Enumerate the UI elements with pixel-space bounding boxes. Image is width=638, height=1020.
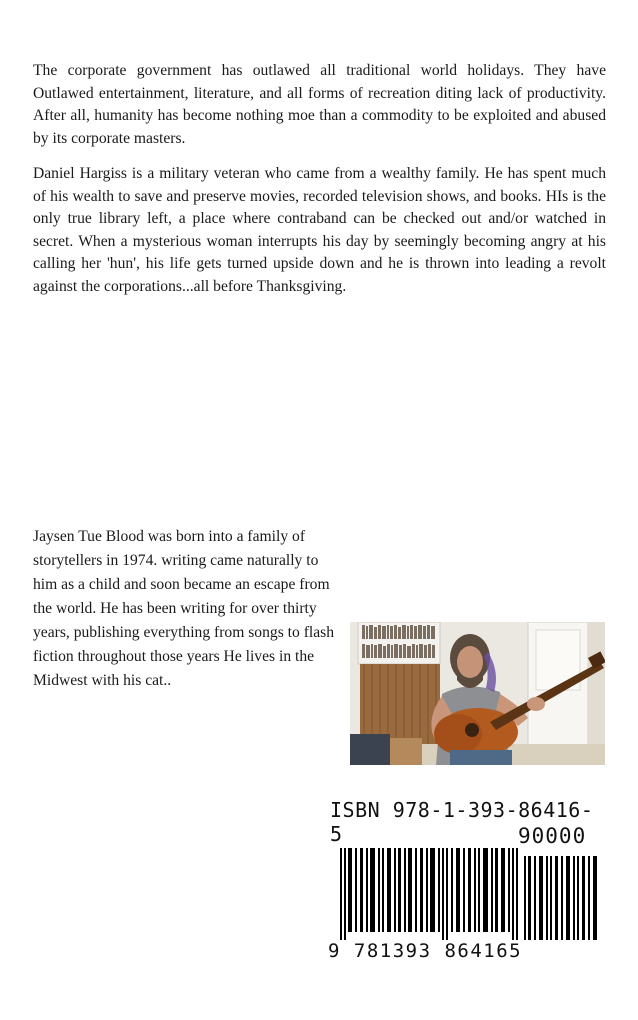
blurb-paragraph-2: Daniel Hargiss is a military veteran who came from a wealthy family. He has spent much of his wealth to save and preserve movies, recorded television shows, and books. HIs is the only true library left, a place where contraband can be checked out and/or watched in secret. When a mysterious woman interrupts his day by seemingly becoming angry at his calling her 'hun', his life gets turned upside down and he is thrown into leading a revolt against the corporations...all before Thanksgiving.: [33, 165, 606, 295]
price-code: 90000: [518, 824, 587, 848]
ean-digits: 9 781393 864165: [328, 940, 523, 962]
author-photo: [350, 622, 605, 765]
isbn-label: ISBN 978-1-393-86416-5: [330, 798, 594, 846]
barcode-bars: [328, 848, 602, 940]
author-bio: Jaysen Tue Blood was born into a family of storytellers in 1974. writing came naturally to him as a child and soon became an escape from the world. He has been writing for over thirty years, publishing everything from songs to flash fiction throughout those years He lives in the Midwest with his cat..: [33, 528, 335, 689]
isbn-barcode: [318, 790, 604, 972]
blurb-paragraph-1: The corporate government has outlawed all traditional world holidays. They have Outlawed entertainment, literature, and all forms of recreation diting lack of productivity. After all, humanity has become nothing moe than a commodity to be exploited and abused by its corporate masters.: [33, 62, 606, 147]
